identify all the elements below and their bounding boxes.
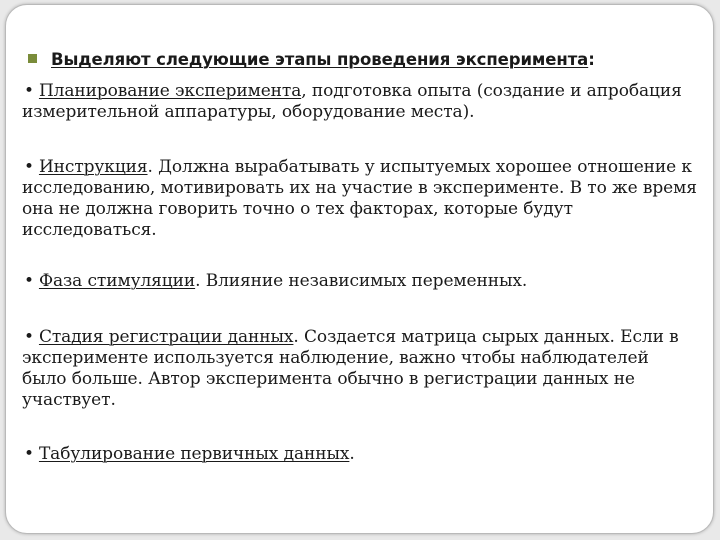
- bullet-dot-icon: •: [24, 81, 34, 101]
- bullet-dot-icon: •: [24, 271, 34, 291]
- item-text: .: [349, 444, 355, 464]
- slide: [5, 4, 714, 534]
- item-text: . Создается матрица сырых данных. Если в эксперименте используется наблюдение, важно чтобы наблюдателей было больше. Автор эксперимента обычно в регистрации данных не участвует.: [22, 327, 679, 410]
- list-item-stimulation: [22, 271, 697, 292]
- heading-colon: :: [588, 50, 595, 69]
- item-term: Табулирование первичных данных: [38, 444, 350, 464]
- bullet-dot-icon: •: [24, 157, 34, 177]
- heading-line: [22, 49, 697, 70]
- list-item-registration: [22, 327, 697, 411]
- bullet-dot-icon: •: [24, 444, 34, 464]
- bullet-dot-icon: •: [24, 327, 34, 347]
- heading-text: Выделяют следующие этапы проведения эксперимента: [51, 50, 589, 69]
- item-text: . Должна вырабатывать у испытуемых хорошее отношение к исследованию, мотивировать их на участие в эксперименте. В то же время она не должна говорить точно о тех факторах, которые будут исследоваться.: [22, 157, 697, 240]
- item-term: Фаза стимуляции: [38, 271, 196, 291]
- item-term: Планирование эксперимента: [38, 81, 302, 101]
- item-text: , подготовка опыта (создание и апробация измерительной аппаратуры, оборудование места).: [22, 81, 682, 122]
- list-item-instruction: [22, 157, 697, 241]
- square-bullet-icon: [28, 54, 37, 63]
- list-item-planning: [22, 81, 697, 123]
- item-term: Инструкция: [38, 157, 148, 177]
- item-term: Стадия регистрации данных: [38, 327, 294, 347]
- list-item-tabulation: [22, 444, 697, 465]
- item-text: . Влияние независимых переменных.: [195, 271, 528, 291]
